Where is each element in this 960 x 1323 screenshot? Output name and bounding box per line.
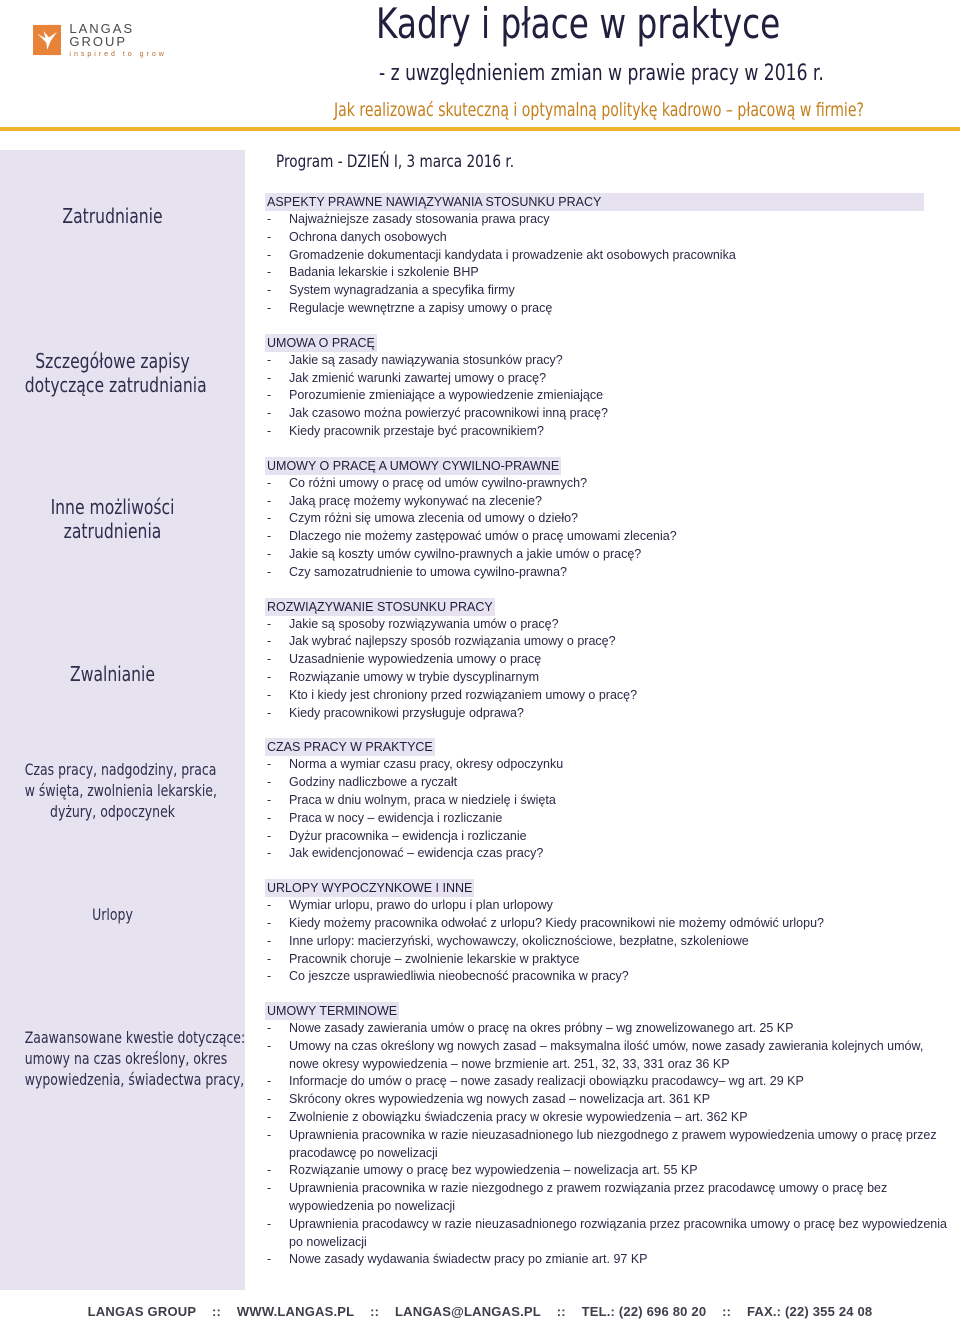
- sidebar-topic-line: Zwalnianie: [70, 662, 155, 686]
- sidebar-topic-line: Szczegółowe zapisy: [35, 349, 190, 373]
- page-tagline: Jak realizować skuteczną i optymalną politykę kadrowo – płacową w firmie?: [334, 99, 864, 121]
- list-item: [265, 247, 955, 265]
- page-title: Kadry i płace w praktyce: [376, 0, 781, 48]
- list-item-text: Jakie są koszty umów cywilno-prawnych a jakie umów o pracę?: [289, 546, 642, 561]
- sidebar-topic-leave: [0, 904, 225, 925]
- list-item-text: Inne urlopy: macierzyński, wychowawczy, okolicznościowe, bezpłatne, szkoleniowe: [289, 933, 749, 948]
- list-item-text: Praca w dniu wolnym, praca w niedzielę i święta: [289, 792, 556, 807]
- bullet-dash: -: [267, 915, 272, 930]
- bullet-dash: -: [267, 406, 272, 421]
- bullet-dash: -: [267, 933, 272, 948]
- list-item: [265, 211, 955, 229]
- footer-website-link[interactable]: WWW.LANGAS.PL: [236, 1304, 355, 1319]
- list-item-text: Czym różni się umowa zlecenia od umowy o dzieło?: [289, 511, 579, 526]
- section-heading: UMOWY TERMINOWE: [267, 1004, 398, 1019]
- list-item: [265, 705, 955, 723]
- bullet-dash: -: [267, 247, 272, 262]
- list-item-text: Umowy na czas określony wg nowych zasad – maksymalna ilość umów, nowe zasady zawierania kolejnych umów, nowe okresy wypowiedzenia – nowe brzmienie art. 251, 32, 33, 331 oraz 36 KP: [289, 1038, 924, 1071]
- list-item: [265, 968, 955, 986]
- list-item: [265, 370, 955, 388]
- list-item-text: Pracownik choruje – zwolnienie lekarskie w praktyce: [289, 951, 580, 966]
- program-section: [265, 193, 955, 318]
- list-item-text: Praca w nocy – ewidencja i rozliczanie: [289, 810, 503, 825]
- list-item: [265, 300, 955, 318]
- bullet-dash: -: [267, 616, 272, 631]
- list-item: [265, 1251, 955, 1269]
- list-item-text: Dyżur pracownika – ewidencja i rozliczanie: [289, 828, 527, 843]
- footer-fax: FAX.: (22) 355 24 08: [746, 1304, 873, 1319]
- list-item-text: Jakie są sposoby rozwiązywania umów o pracę?: [289, 616, 559, 631]
- list-item: [265, 774, 955, 792]
- list-item: [265, 669, 955, 687]
- bullet-dash: -: [267, 1038, 272, 1053]
- bullet-dash: -: [267, 229, 272, 244]
- bullet-dash: -: [267, 1110, 272, 1125]
- list-item-text: Zwolnienie z obowiązku świadczenia pracy w okresie wypowiedzenia – art. 362 KP: [289, 1110, 748, 1125]
- list-item: [265, 1020, 955, 1038]
- list-item-text: Dlaczego nie możemy zastępować umów o pracę umowami zlecenia?: [289, 529, 677, 544]
- list-item: [265, 951, 955, 969]
- list-item-text: Kiedy pracownik przestaje być pracownikiem?: [289, 423, 544, 438]
- bullet-dash: -: [267, 283, 272, 298]
- bullet-dash: -: [267, 212, 272, 226]
- footer-separator: ::: [556, 1304, 566, 1319]
- section-heading: ROZWIĄZYWANIE STOSUNKU PRACY: [267, 599, 493, 614]
- logo-name: LANGAS GROUP: [69, 21, 135, 49]
- sidebar-topic-line: Czas pracy, nadgodziny, praca: [24, 760, 217, 779]
- topic-sidebar: [0, 150, 245, 1290]
- list-item-text: Uzasadnienie wypowiedzenia umowy o pracę: [289, 652, 542, 667]
- list-item: [265, 933, 955, 951]
- list-item: [265, 264, 955, 282]
- list-item: [265, 528, 955, 546]
- list-item: [265, 616, 955, 634]
- divider-bar: [0, 127, 960, 131]
- bullet-dash: -: [267, 898, 272, 913]
- list-item-text: Norma a wymiar czasu pracy, okresy odpoczynku: [289, 757, 564, 772]
- list-item: [265, 1109, 955, 1127]
- bullet-dash: -: [267, 969, 272, 984]
- bullet-dash: -: [267, 1252, 272, 1267]
- footer-email-link[interactable]: LANGAS@LANGAS.PL: [395, 1304, 541, 1319]
- list-item: [265, 828, 955, 846]
- list-item: [265, 387, 955, 405]
- bullet-dash: -: [267, 529, 272, 544]
- list-item: [265, 845, 955, 863]
- list-item-text: Co jeszcze usprawiedliwia nieobecność pracownika w pracy?: [289, 969, 629, 984]
- sidebar-topic-line: umowy na czas określony, okres: [24, 1049, 228, 1068]
- sidebar-topic-advanced: [0, 1027, 246, 1090]
- list-item: [265, 1127, 955, 1163]
- sidebar-topic-line: w święta, zwolnienia lekarskie,: [24, 781, 217, 800]
- list-item-text: Jak zmienić warunki zawartej umowy o pracę?: [289, 370, 547, 385]
- list-item-text: Regulacje wewnętrzne a zapisy umowy o pracę: [289, 300, 553, 315]
- footer-contact: [0, 1304, 960, 1319]
- bullet-dash: -: [267, 792, 272, 807]
- list-item: [265, 756, 955, 774]
- bullet-dash: -: [267, 669, 272, 684]
- list-item-text: Rozwiązanie umowy o pracę bez wypowiedzenia – nowelizacja art. 55 KP: [289, 1163, 698, 1178]
- list-item-text: Kto i kiedy jest chroniony przed rozwiązaniem umowy o pracę?: [289, 687, 638, 702]
- list-item-text: Rozwiązanie umowy w trybie dyscyplinarnym: [289, 669, 540, 684]
- bullet-dash: -: [267, 475, 272, 490]
- list-item-text: Wymiar urlopu, prawo do urlopu i plan urlopowy: [289, 898, 553, 913]
- sidebar-topic-line: dotyczące zatrudniania: [24, 373, 207, 397]
- list-item: [265, 405, 955, 423]
- bullet-dash: -: [267, 1163, 272, 1178]
- list-item-text: Jaką pracę możemy wykonywać na zlecenie?: [289, 493, 542, 508]
- list-item: [265, 546, 955, 564]
- sidebar-topic-dismissal: [0, 662, 225, 686]
- list-item: [265, 1180, 955, 1216]
- bullet-dash: -: [267, 1074, 272, 1089]
- list-item-text: Uprawnienia pracownika w razie niezgodnego z prawem rozwiązania przez pracodawcę umowy o pracę bez wypowiedzenia po nowelizacji: [289, 1181, 888, 1214]
- bullet-dash: -: [267, 652, 272, 667]
- sidebar-topic-line: Zatrudnianie: [62, 204, 163, 228]
- program-section: [265, 879, 955, 986]
- bird-logo-icon: [33, 23, 61, 57]
- list-item: [265, 282, 955, 300]
- bullet-dash: -: [267, 1181, 272, 1196]
- program-section: [265, 1002, 955, 1269]
- program-section: [265, 598, 955, 723]
- list-item: [265, 633, 955, 651]
- program-section: [265, 457, 955, 582]
- list-item-text: Co różni umowy o pracę od umów cywilno-prawnych?: [289, 475, 588, 490]
- program-section: [265, 334, 955, 441]
- list-item: [265, 687, 955, 705]
- bullet-dash: -: [267, 352, 272, 367]
- list-item-text: Skrócony okres wypowiedzenia wg nowych zasad – nowelizacja art. 361 KP: [289, 1092, 711, 1107]
- list-item: [265, 651, 955, 669]
- bullet-dash: -: [267, 757, 272, 772]
- list-item-text: Uprawnienia pracodawcy w razie nieuzasadnionego rozwiązania przez pracownika umowy o pracę bez wypowiedzenia po nowelizacji: [289, 1216, 947, 1249]
- list-item: [265, 352, 955, 370]
- bullet-dash: -: [267, 388, 272, 403]
- section-heading: ASPEKTY PRAWNE NAWIĄZYWANIA STOSUNKU PRACY: [265, 193, 924, 211]
- list-item-text: Gromadzenie dokumentacji kandydata i prowadzenie akt osobowych pracownika: [289, 247, 736, 262]
- program-section: [265, 738, 955, 863]
- list-item: [265, 510, 955, 528]
- list-item-text: Nowe zasady wydawania świadectw pracy po zmianie art. 97 KP: [289, 1252, 648, 1267]
- bullet-dash: -: [267, 493, 272, 508]
- list-item-text: Godziny nadliczbowe a ryczałt: [289, 775, 458, 790]
- list-item-text: Najważniejsze zasady stosowania prawa pracy: [289, 212, 550, 226]
- bullet-dash: -: [267, 828, 272, 843]
- sidebar-topic-hiring-details: [0, 349, 225, 397]
- bullet-dash: -: [267, 951, 272, 966]
- bullet-dash: -: [267, 1021, 272, 1036]
- list-item: [265, 810, 955, 828]
- list-item-text: Kiedy możemy pracownika odwołać z urlopu? Kiedy pracownikowi nie możemy odmówić urlopu?: [289, 915, 824, 930]
- section-heading: CZAS PRACY W PRAKTYCE: [267, 740, 433, 755]
- section-heading: UMOWY O PRACĘ A UMOWY CYWILNO-PRAWNE: [267, 458, 560, 473]
- bullet-dash: -: [267, 1127, 272, 1142]
- list-item-text: Jakie są zasady nawiązywania stosunków pracy?: [289, 352, 563, 367]
- bullet-dash: -: [267, 705, 272, 720]
- list-item-text: Jak czasowo można powierzyć pracownikowi inną pracę?: [289, 406, 608, 421]
- list-item: [265, 493, 955, 511]
- list-item: [265, 1073, 955, 1091]
- footer-separator: ::: [212, 1304, 222, 1319]
- list-item-text: Nowe zasady zawierania umów o pracę na okres próbny – wg znowelizowanego art. 25 KP: [289, 1021, 794, 1036]
- company-logo: [33, 22, 183, 58]
- footer-phone: TEL.: (22) 696 80 20: [581, 1304, 707, 1319]
- bullet-dash: -: [267, 687, 272, 702]
- footer-separator: ::: [370, 1304, 380, 1319]
- bullet-dash: -: [267, 634, 272, 649]
- bullet-dash: -: [267, 265, 272, 280]
- list-item: [265, 564, 955, 582]
- list-item-text: Porozumienie zmieniające a wypowiedzenie zmieniające: [289, 388, 604, 403]
- list-item-text: Ochrona danych osobowych: [289, 229, 447, 244]
- list-item-text: Czy samozatrudnienie to umowa cywilno-prawna?: [289, 564, 567, 579]
- list-item-text: Informacje do umów o pracę – nowe zasady realizacji obowiązku pracodawcy– wg art. 29 KP: [289, 1074, 804, 1089]
- list-item: [265, 1091, 955, 1109]
- footer-separator: ::: [722, 1304, 732, 1319]
- sidebar-topic-other-employment: [0, 495, 225, 543]
- sidebar-topic-line: Urlopy: [92, 905, 133, 924]
- list-item-text: Jak wybrać najlepszy sposób rozwiązania umowy o pracę?: [289, 634, 616, 649]
- sidebar-topic-hiring: [0, 204, 225, 228]
- sidebar-topic-line: wypowiedzenia, świadectwa pracy,: [24, 1070, 245, 1089]
- sidebar-topic-working-time: [0, 759, 225, 822]
- bullet-dash: -: [267, 1216, 272, 1231]
- bullet-dash: -: [267, 775, 272, 790]
- sidebar-topic-line: dyżury, odpoczynek: [50, 802, 175, 821]
- list-item: [265, 229, 955, 247]
- list-item-text: System wynagradzania a specyfika firmy: [289, 283, 515, 298]
- list-item: [265, 1038, 955, 1074]
- logo-tagline: inspired to grow: [69, 51, 167, 58]
- bullet-dash: -: [267, 511, 272, 526]
- program-date: Program - DZIEŃ I, 3 marca 2016 r.: [276, 152, 515, 172]
- list-item: [265, 475, 955, 493]
- sidebar-topic-line: Inne możliwości: [50, 495, 175, 519]
- list-item: [265, 423, 955, 441]
- list-item: [265, 897, 955, 915]
- list-item-text: Jak ewidencjonować – ewidencja czas pracy?: [289, 846, 544, 861]
- bullet-dash: -: [267, 300, 272, 315]
- bullet-dash: -: [267, 546, 272, 561]
- bullet-dash: -: [267, 846, 272, 861]
- list-item-text: Badania lekarskie i szkolenie BHP: [289, 265, 479, 280]
- sidebar-topic-line: zatrudnienia: [63, 519, 162, 543]
- list-item-text: Kiedy pracownikowi przysługuje odprawa?: [289, 705, 524, 720]
- section-heading: UMOWA O PRACĘ: [267, 335, 375, 350]
- list-item: [265, 915, 955, 933]
- bullet-dash: -: [267, 1092, 272, 1107]
- page-subtitle: - z uwzględnieniem zmian w prawie pracy w 2016 r.: [379, 61, 824, 86]
- bullet-dash: -: [267, 423, 272, 438]
- list-item: [265, 1216, 955, 1252]
- bullet-dash: -: [267, 370, 272, 385]
- list-item-text: Uprawnienia pracownika w razie nieuzasadnionego lub niezgodnego z prawem wypowiedzenia umowy o pracę przez pracodawcę po nowelizacji: [289, 1127, 937, 1160]
- section-heading: URLOPY WYPOCZYNKOWE I INNE: [267, 881, 473, 896]
- bullet-dash: -: [267, 564, 272, 579]
- sidebar-topic-line: Zaawansowane kwestie dotyczące:: [24, 1028, 246, 1047]
- list-item: [265, 1162, 955, 1180]
- bullet-dash: -: [267, 810, 272, 825]
- program-content: [265, 193, 955, 1285]
- footer-company: LANGAS GROUP: [87, 1304, 197, 1319]
- list-item: [265, 792, 955, 810]
